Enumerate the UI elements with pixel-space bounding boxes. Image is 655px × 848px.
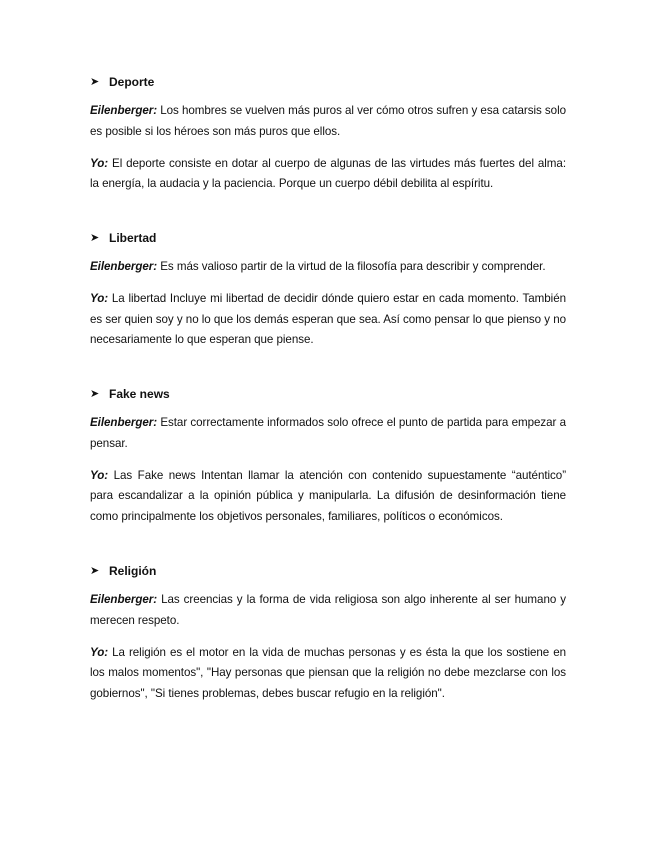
section-title: Libertad [109, 231, 157, 245]
arrow-bullet-icon: ➤ [90, 75, 100, 88]
speaker-label: Eilenberger: [90, 104, 158, 117]
yo-paragraph [90, 643, 566, 705]
section-religion [90, 561, 566, 716]
paragraph-text: Los hombres se vuelven más puros al ver cómo otros sufren y esa catarsis solo es posible si los héroes son más puros que ellos. [90, 104, 566, 138]
paragraph-text: El deporte consiste en dotar al cuerpo de algunas de las virtudes más fuertes del alma: la energía, la audacia y la paciencia. Porque un cuerpo débil debilita al espíritu. [90, 156, 566, 191]
section-title: Fake news [109, 387, 170, 401]
section-heading [90, 561, 566, 581]
paragraph-text: La libertad Incluye mi libertad de decidir dónde quiero estar en cada momento. También es ser quien soy y no lo que los demás esperan que sea. Así como pensar lo que pienso y no necesariamente lo que esperan que piense. [90, 292, 566, 347]
speaker-label: Yo: [90, 645, 109, 659]
speaker-label: Eilenberger: [90, 416, 158, 429]
yo-paragraph [90, 154, 566, 195]
speaker-label: Yo: [90, 468, 109, 482]
section-libertad [90, 228, 566, 362]
yo-paragraph [90, 289, 566, 351]
section-title: Deporte [109, 75, 155, 89]
paragraph-text: Estar correctamente informados solo ofrece el punto de partida para empezar a pensar. [90, 416, 566, 450]
speaker-label: Eilenberger: [90, 593, 158, 606]
eilenberger-paragraph [90, 101, 566, 142]
speaker-label: Eilenberger: [90, 260, 158, 273]
paragraph-text: Es más valioso partir de la virtud de la filosofía para describir y comprender. [157, 260, 546, 273]
paragraph-text: La religión es el motor en la vida de muchas personas y es ésta la que los sostiene en los malos momentos", "Hay personas que piensan que la religión no debe mezclarse con los gobiernos", "Si tienes problemas, debes buscar refugio en la religión". [90, 645, 566, 700]
arrow-bullet-icon: ➤ [90, 387, 100, 400]
eilenberger-paragraph [90, 590, 566, 631]
section-heading [90, 228, 566, 248]
speaker-label: Yo: [90, 156, 109, 170]
section-fake-news [90, 384, 566, 539]
eilenberger-paragraph [90, 413, 566, 454]
eilenberger-paragraph [90, 257, 566, 278]
section-heading [90, 384, 566, 404]
paragraph-text: Las Fake news Intentan llamar la atención con contenido supuestamente “auténtico” para escandalizar a la opinión pública y manipularla. La difusión de desinformación tiene como principalmente los objetivos personales, familiares, políticos o económicos. [90, 468, 566, 523]
arrow-bullet-icon: ➤ [90, 231, 100, 244]
section-deporte [90, 72, 566, 206]
speaker-label: Yo: [90, 292, 109, 306]
arrow-bullet-icon: ➤ [90, 564, 100, 577]
yo-paragraph [90, 466, 566, 528]
section-title: Religión [109, 564, 157, 578]
section-heading [90, 72, 566, 92]
paragraph-text: Las creencias y la forma de vida religiosa son algo inherente al ser humano y merecen respeto. [90, 593, 566, 627]
